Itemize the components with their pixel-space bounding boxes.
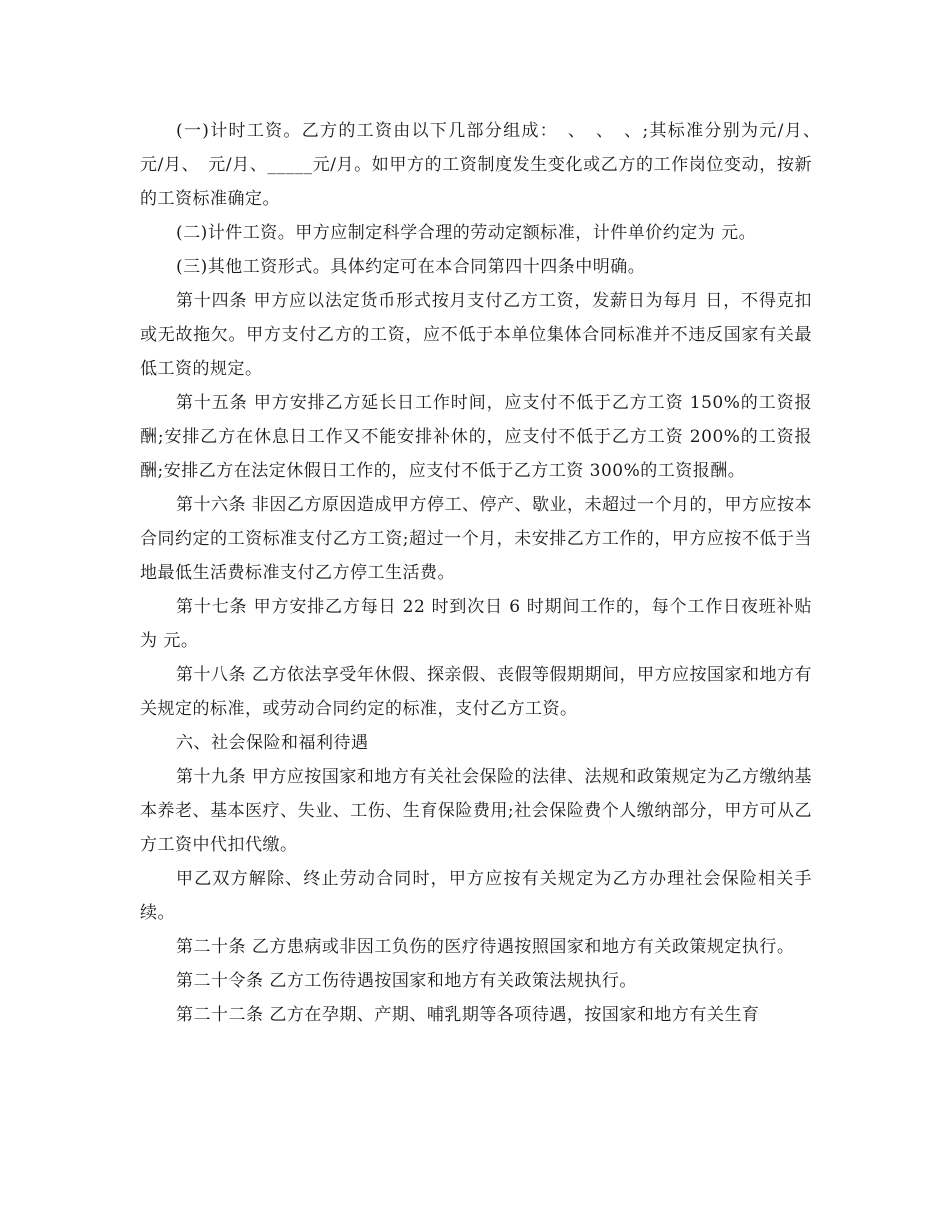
paragraph-article-18: 第十八条 乙方依法享受年休假、探亲假、丧假等假期期间，甲方应按国家和地方有关规定的标准，或劳动合同约定的标准，支付乙方工资。 — [140, 665, 812, 719]
paragraph-article-16: 第十六条 非因乙方原因造成甲方停工、停产、歇业，未超过一个月的，甲方应按本合同约定的工资标准支付乙方工资;超过一个月，未安排乙方工作的，甲方应按不低于当地最低生活费标准支付乙方停工生活费。 — [140, 495, 812, 583]
paragraph-article-17: 第十七条 甲方安排乙方每日 22 时到次日 6 时期间工作的，每个工作日夜班补贴为 元。 — [140, 597, 812, 651]
paragraph-piece-wage: (二)计件工资。甲方应制定科学合理的劳动定额标准，计件单价约定为 元。 — [176, 223, 757, 243]
paragraph-article-15: 第十五条 甲方安排乙方延长日工作时间，应支付不低于乙方工资 150%的工资报酬;安排乙方在休息日工作又不能安排补休的，应支付不低于乙方工资 200%的工资报酬;安排乙方在法定休假日工作的，应支付不低于乙方工资 300%的工资报酬。 — [140, 393, 812, 481]
paragraph-article-14: 第十四条 甲方应以法定货币形式按月支付乙方工资，发薪日为每月 日，不得克扣或无故拖欠。甲方支付乙方的工资，应不低于本单位集体合同标准并不违反国家有关最低工资的规定。 — [140, 291, 812, 379]
document-body — [140, 114, 830, 1032]
paragraph-hourly-wage: (一)计时工资。乙方的工资由以下几部分组成： 、 、 、;其标准分别为元/月、 元/月、 元/月、_____元/月。如甲方的工资制度发生变化或乙方的工作岗位变动，按新的工资标准确定。 — [140, 121, 830, 209]
paragraph-article-19: 第十九条 甲方应按国家和地方有关社会保险的法律、法规和政策规定为乙方缴纳基本养老、基本医疗、失业、工伤、生育保险费用;社会保险费个人缴纳部分，甲方可从乙方工资中代扣代缴。 — [140, 767, 812, 855]
paragraph-other-wage: (三)其他工资形式。具体约定可在本合同第四十四条中明确。 — [176, 257, 646, 277]
paragraph-article-20: 第二十条 乙方患病或非因工负伤的医疗待遇按照国家和地方有关政策规定执行。 — [176, 937, 795, 957]
paragraph-article-19-continued: 甲乙双方解除、终止劳动合同时，甲方应按有关规定为乙方办理社会保险相关手续。 — [140, 869, 812, 923]
section-heading-social-insurance: 六、社会保险和福利待遇 — [176, 733, 369, 753]
paragraph-article-22: 第二十二条 乙方在孕期、产期、哺乳期等各项待遇，按国家和地方有关生育 — [176, 1005, 760, 1025]
paragraph-article-21: 第二十令条 乙方工伤待遇按国家和地方有关政策法规执行。 — [176, 971, 637, 991]
